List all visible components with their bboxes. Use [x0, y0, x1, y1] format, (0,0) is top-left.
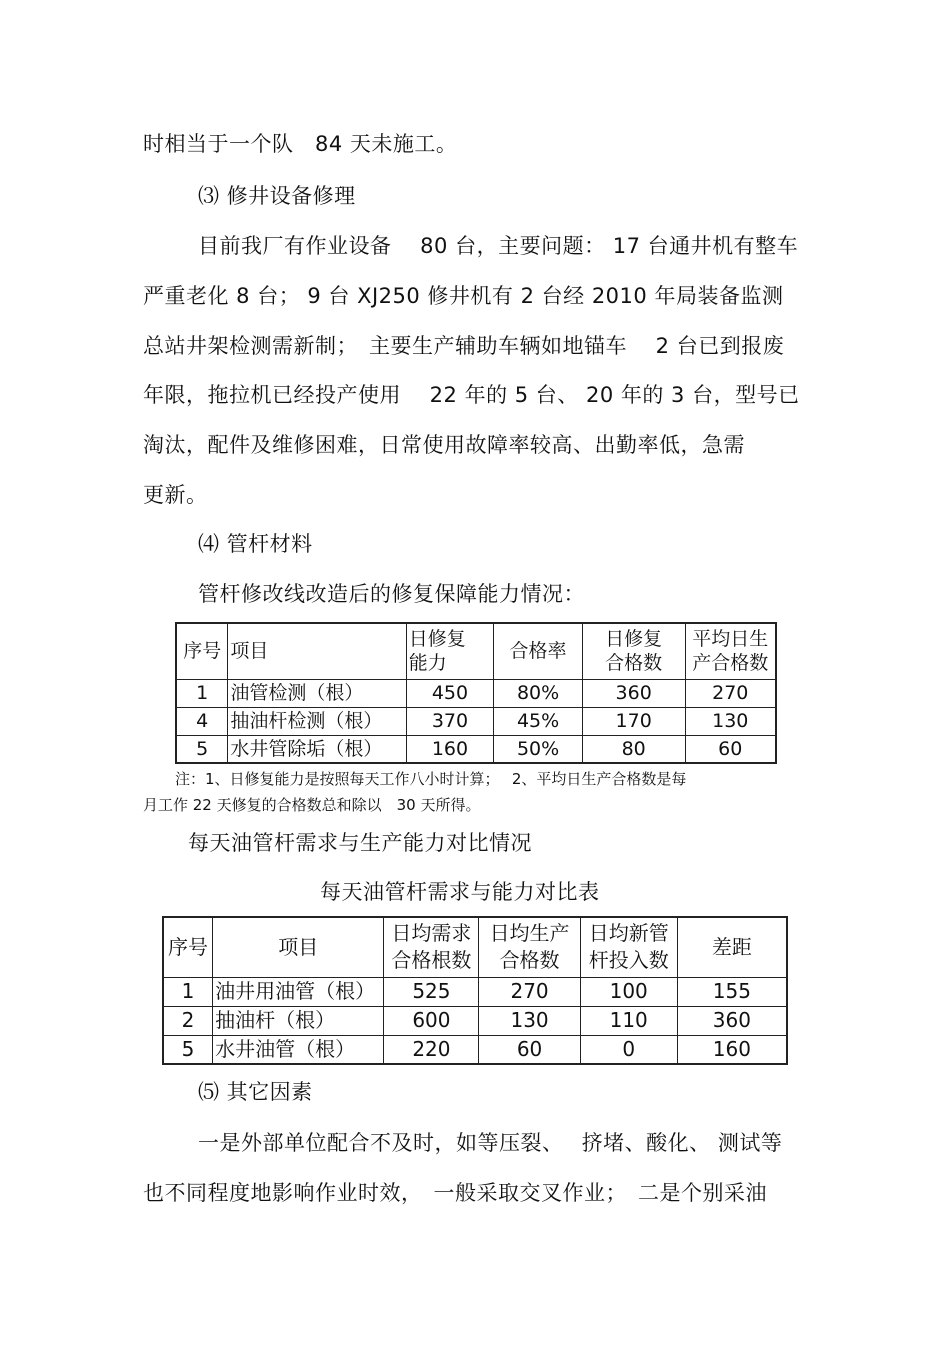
- table-cell: 4: [176, 707, 228, 735]
- table-cell: 270: [479, 977, 580, 1006]
- table-header-row: [176, 623, 776, 679]
- table-header-row: [163, 917, 787, 977]
- header-cell: 日均新管 杆投入数: [580, 917, 677, 977]
- demand-capacity-table: [162, 916, 788, 1065]
- table-cell: 45%: [494, 707, 583, 735]
- table-note: 月工作 22 天修复的合格数总和除以 30 天所得。: [143, 796, 481, 814]
- table-cell: 抽油杆检测（根）: [228, 707, 406, 735]
- table-row: [163, 1035, 787, 1064]
- table-cell: 水井油管（根）: [213, 1035, 384, 1064]
- table-cell: 450: [406, 679, 494, 707]
- table-cell: 80%: [494, 679, 583, 707]
- header-cell: 差距: [677, 917, 787, 977]
- table-title: 每天油管杆需求与能力对比表: [320, 880, 600, 904]
- header-cell: 日修复 能力: [406, 623, 494, 679]
- header-cell: 平均日生 产合格数: [685, 623, 776, 679]
- header-cell: 项目: [228, 623, 406, 679]
- table-cell: 360: [582, 679, 685, 707]
- table-cell: 水井管除垢（根）: [228, 735, 406, 763]
- header-cell: 项目: [213, 917, 384, 977]
- paragraph-line: 管杆修改线改造后的修复保障能力情况：: [198, 582, 585, 606]
- table-row: [176, 707, 776, 735]
- table-cell: 220: [384, 1035, 479, 1064]
- paragraph-line: 更新。: [143, 483, 208, 507]
- table-cell: 油管检测（根）: [228, 679, 406, 707]
- table-cell: 600: [384, 1006, 479, 1035]
- paragraph-line: 也不同程度地影响作业时效， 一般采取交叉作业； 二是个别采油: [143, 1181, 767, 1205]
- paragraph-line: 每天油管杆需求与生产能力对比情况: [188, 831, 532, 855]
- table-cell: 155: [677, 977, 787, 1006]
- table-cell: 130: [479, 1006, 580, 1035]
- table-cell: 525: [384, 977, 479, 1006]
- table-cell: 1: [163, 977, 213, 1006]
- section-heading-4: ⑷ 管杆材料: [198, 532, 313, 556]
- table-cell: 50%: [494, 735, 583, 763]
- table-cell: 130: [685, 707, 776, 735]
- paragraph-line: 淘汰，配件及维修困难，日常使用故障率较高、出勤率低，急需: [143, 433, 745, 457]
- paragraph-line: 一是外部单位配合不及时，如等压裂、 挤堵、酸化、 测试等: [198, 1131, 783, 1155]
- paragraph-line: 目前我厂有作业设备 80 台，主要问题： 17 台通井机有整车: [198, 234, 799, 258]
- table-cell: 160: [677, 1035, 787, 1064]
- table-row: [176, 735, 776, 763]
- table-cell: 2: [163, 1006, 213, 1035]
- header-cell: 序号: [176, 623, 228, 679]
- repair-capacity-table: [175, 622, 777, 764]
- table-cell: 抽油杆（根）: [213, 1006, 384, 1035]
- table-cell: 360: [677, 1006, 787, 1035]
- header-cell: 日均生产 合格数: [479, 917, 580, 977]
- header-cell: 日修复 合格数: [582, 623, 685, 679]
- table-cell: 60: [685, 735, 776, 763]
- paragraph-line: 总站井架检测需新制； 主要生产辅助车辆如地锚车 2 台已到报废: [143, 334, 785, 358]
- table-cell: 1: [176, 679, 228, 707]
- table-cell: 油井用油管（根）: [213, 977, 384, 1006]
- table-note: 注：1、日修复能力是按照每天工作八小时计算； 2、平均日生产合格数是每: [175, 770, 687, 788]
- table-cell: 0: [580, 1035, 677, 1064]
- paragraph-line: 年限，拖拉机已经投产使用 22 年的 5 台、 20 年的 3 台，型号已: [143, 383, 800, 407]
- table-cell: 60: [479, 1035, 580, 1064]
- paragraph-line: 时相当于一个队 84 天未施工。: [143, 132, 458, 156]
- table-cell: 110: [580, 1006, 677, 1035]
- table-row: [176, 679, 776, 707]
- header-cell: 日均需求 合格根数: [384, 917, 479, 977]
- table-row: [163, 1006, 787, 1035]
- table-cell: 370: [406, 707, 494, 735]
- table-cell: 5: [163, 1035, 213, 1064]
- table-cell: 100: [580, 977, 677, 1006]
- table-cell: 170: [582, 707, 685, 735]
- table-row: [163, 977, 787, 1006]
- table-cell: 160: [406, 735, 494, 763]
- header-cell: 序号: [163, 917, 213, 977]
- table-cell: 80: [582, 735, 685, 763]
- section-heading-5: ⑸ 其它因素: [198, 1080, 313, 1104]
- table-cell: 5: [176, 735, 228, 763]
- header-cell: 合格率: [494, 623, 583, 679]
- table-cell: 270: [685, 679, 776, 707]
- paragraph-line: 严重老化 8 台； 9 台 XJ250 修井机有 2 台经 2010 年局装备监测: [143, 284, 784, 308]
- section-heading-3: ⑶ 修井设备修理: [198, 184, 356, 208]
